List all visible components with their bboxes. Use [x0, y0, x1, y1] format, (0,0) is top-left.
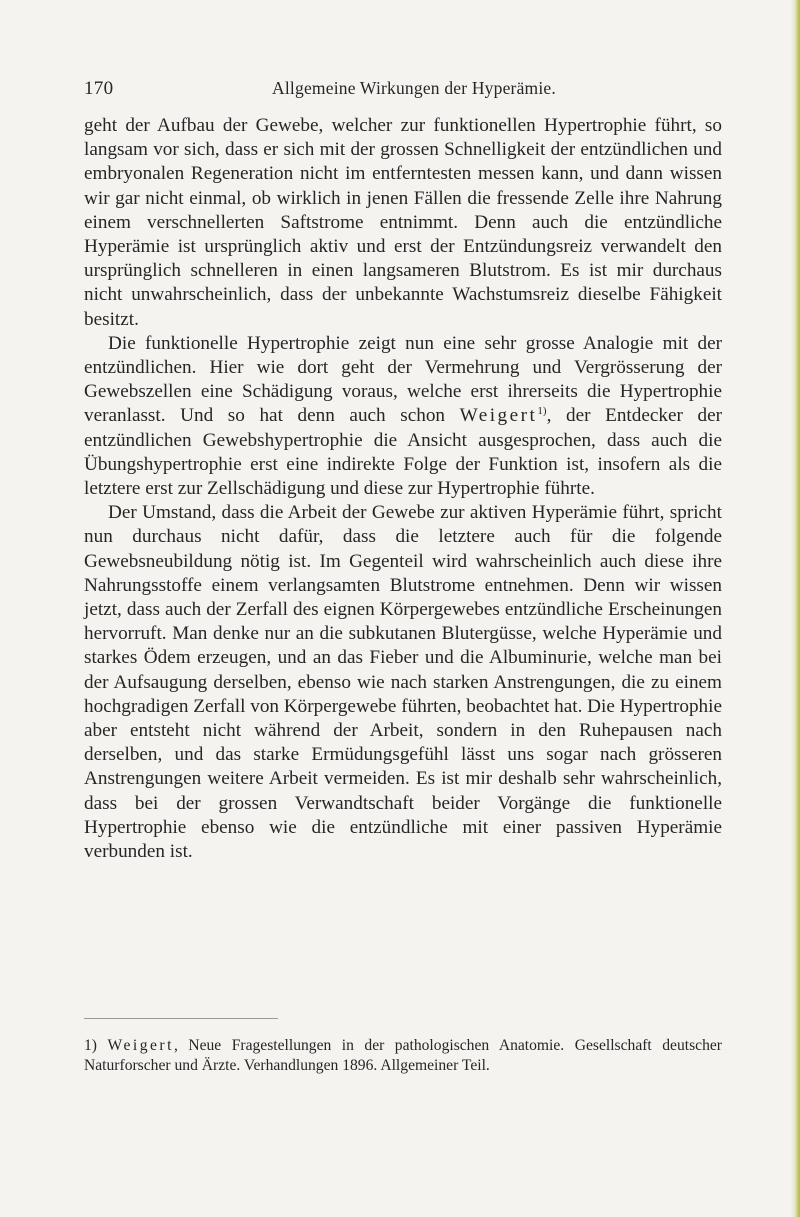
paragraph-2-text-end: , der Entdecker der entzündlichen Gewebshypertrophie die Ansicht ausgesprochen, dass auch die Übungshypertrophie erst eine indirekte Folge der Funktion ist, insofern als die letztere erst zur Zellschädigung und diese zur Hypertrophie führte.	[84, 405, 722, 500]
body-text	[84, 114, 722, 864]
paragraph-3: Der Umstand, dass die Arbeit der Gewebe zur aktiven Hyperämie führt, spricht nun durchaus nicht dafür, dass die letztere auch für die folgende Gewebsneubildung nötig ist. Im Gegenteil wird wahrscheinlich auch diese ihre Nahrungsstoffe einem verlangsamten Blutstrome entnehmen. Denn wir wissen jetzt, dass auch der Zerfall des eignen Körpergewebes entzündliche Erscheinungen hervorruft. Man denke nur an die subkutanen Blutergüsse, welche Hyperämie und starkes Ödem erzeugen, und an das Fieber und die Albuminurie, welche man bei der Aufsaugung derselben, ebenso wie nach starken Anstrengungen, die zu einem hochgradigen Zerfall von Körpergewebe führten, beobachtet hat. Die Hypertrophie aber entsteht nicht während der Arbeit, sondern in den Ruhepausen nach derselben, und das starke Ermüdungsgefühl lässt uns sogar nach grösseren Anstrengungen weitere Arbeit vermeiden. Es ist mir deshalb sehr wahrscheinlich, dass bei der grossen Verwandtschaft beider Vorgänge die funktionelle Hypertrophie ebenso wie die entzündliche mit einer passiven Hyperämie verbunden ist.	[84, 502, 722, 863]
page-header	[84, 78, 744, 104]
paragraph-2	[84, 332, 722, 501]
running-title: Allgemeine Wirkungen der Hyperämie.	[272, 78, 556, 98]
footnote-author: Weigert	[107, 1037, 174, 1054]
paragraph-2-text-start: Die funktionelle Hypertrophie zeigt nun eine sehr grosse Analogie mit der entzündlichen. Hier wie dort geht der Vermehrung und Vergrösserung der Gewebszellen eine Schädigung voraus, welche erst ihrerseits die Hypertrophie veranlasst. Und so hat denn auch schon	[84, 332, 722, 427]
paragraph-1: geht der Aufbau der Gewebe, welcher zur funktionellen Hypertrophie führt, so langsam vor sich, dass er sich mit der grossen Schnelligkeit der entzündlichen und embryonalen Regeneration nicht im entferntesten messen kann, und dann wissen wir gar nicht einmal, ob wirklich in jenen Fällen die fressende Zelle ihre Nahrung einem verschnellerten Saftstrome entnimmt. Denn auch die entzündliche Hyperämie ist ursprünglich aktiv und erst der Entzündungsreiz verwandelt den ursprünglich schnelleren in einen langsameren Blutstrom. Es ist mir durchaus nicht unwahrscheinlich, dass der unbekannte Wachstumsreiz dieselbe Fähigkeit besitzt.	[84, 115, 722, 330]
page-number: 170	[84, 78, 114, 99]
footnote	[84, 1036, 722, 1075]
footnote-divider	[84, 1018, 278, 1019]
page-edge-stain	[791, 0, 800, 1217]
footnote-text: , Neue Fragestellungen in der pathologischen Anatomie. Gesellschaft deutscher Naturforscher und Ärzte. Verhandlungen 1896. Allgemeiner Teil.	[84, 1037, 722, 1074]
author-name-weigert: Weigert	[459, 405, 538, 427]
footnote-marker: 1)	[84, 1037, 97, 1054]
footnote-reference[interactable]: 1)	[537, 405, 547, 418]
